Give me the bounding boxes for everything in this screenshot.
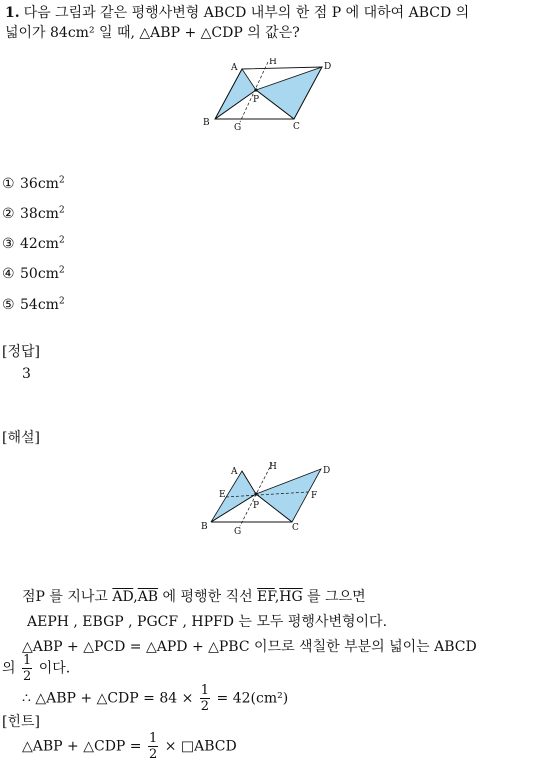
segment-ad: $\overline{AD}$ xyxy=(112,589,134,605)
point-p-2 xyxy=(254,492,257,495)
label-g-2: G xyxy=(234,527,242,537)
segment-hg: $\overline{HG}$ xyxy=(279,589,303,605)
explanation-line-4: 의 $\frac{1}{2}$ 이다. xyxy=(2,653,71,684)
point-p xyxy=(254,88,257,91)
hint-line: △ABP + △CDP = $\frac{1}{2}$ × □ABCD xyxy=(22,731,237,762)
choice-4-mark: ④ xyxy=(2,266,15,282)
choice-2[interactable]: ② $38cm^2$ xyxy=(2,205,65,222)
explanation-line-3: △ABP + △PCD = △APD + △PBC 이므로 색칠한 부분의 넓이는 ABCD xyxy=(22,639,477,655)
label-f: F xyxy=(311,491,318,501)
explanation-line-1: 점P 를 지나고 $\overline{AD},\overline{AB}$ 에 평행한 직선 $\overline{EF},\overline{HG}$ 를 그으면 xyxy=(22,589,366,605)
explanation-line-5: ∴ △ABP + △CDP = 84 × $\frac{1}{2}$ = 42(cm²) xyxy=(22,683,289,714)
label-b: B xyxy=(203,118,210,128)
question-number: 1. xyxy=(5,5,20,21)
label-d: D xyxy=(324,62,332,72)
label-g: G xyxy=(234,123,242,133)
choice-4[interactable]: ④ $50cm^2$ xyxy=(2,265,65,282)
explanation-label: [해설] xyxy=(2,430,40,446)
triangle-cdp xyxy=(256,67,322,119)
fraction-half-2: $\frac{1}{2}$ xyxy=(200,683,210,714)
label-c: C xyxy=(293,122,300,132)
label-p: P xyxy=(253,95,260,105)
label-p-2: P xyxy=(253,501,260,511)
label-a-2: A xyxy=(231,467,238,477)
label-h: H xyxy=(269,58,277,67)
label-c-2: C xyxy=(292,523,299,533)
label-e: E xyxy=(219,490,226,500)
parallelogram-figure-2 xyxy=(196,460,341,538)
choice-3[interactable]: ③ $42cm^2$ xyxy=(2,235,65,252)
segment-ef: $\overline{EF}$ xyxy=(257,589,275,605)
label-b-2: B xyxy=(201,522,208,532)
label-d-2: D xyxy=(323,466,331,476)
parallelogram-figure-1 xyxy=(196,58,341,136)
label-h-2: H xyxy=(269,462,277,472)
fraction-half-3: $\frac{1}{2}$ xyxy=(148,731,158,762)
choice-5-mark: ⑤ xyxy=(2,297,15,313)
segment-ab: $\overline{AB}$ xyxy=(137,589,159,605)
label-a: A xyxy=(231,63,238,73)
hint-label: [힌트] xyxy=(2,714,40,730)
fraction-half: $\frac{1}{2}$ xyxy=(22,653,32,684)
question-line-2: 넓이가 84cm² 일 때, △ABP + △CDP 의 값은? xyxy=(5,25,300,41)
question-line-1 xyxy=(5,2,469,22)
choice-1[interactable]: ① $36cm^2$ xyxy=(2,175,65,192)
choice-1-mark: ① xyxy=(2,176,15,192)
answer-value: 3 xyxy=(22,366,31,382)
choice-2-mark: ② xyxy=(2,206,15,222)
explanation-line-2: AEPH , EBGP , PGCF , HPFD 는 모두 평행사변형이다. xyxy=(27,614,388,630)
question-text-1: 다음 그림과 같은 평행사변형 ABCD 내부의 한 점 P 에 대하여 ABCD 의 xyxy=(23,5,470,21)
choice-5[interactable]: ⑤ $54cm^2$ xyxy=(2,296,65,313)
answer-label: [정답] xyxy=(2,344,40,360)
choice-3-mark: ③ xyxy=(2,236,15,252)
